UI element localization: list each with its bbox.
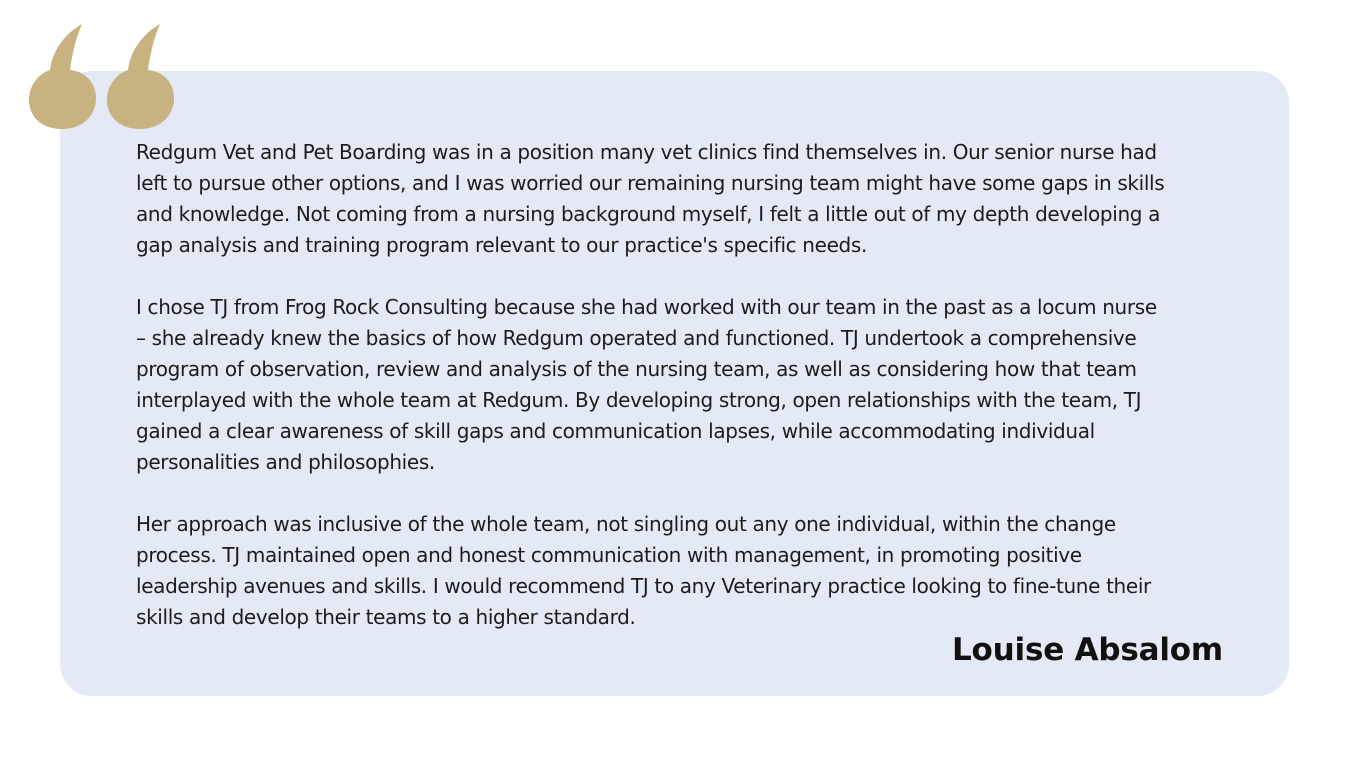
testimonial-paragraph-2: I chose TJ from Frog Rock Consulting because she had worked with our team in the past as a locum nurse – she already knew the basics of how Redgum operated and functioned. TJ undertook a comprehensive program of observation, review and analysis of the nursing team, as well as considering how that team interplayed with the whole team at Redgum. By developing strong, open relationships with the team, TJ gained a clear awareness of skill gaps and communication lapses, while accommodating individual personalities and philosophies. bbox=[136, 295, 1157, 474]
testimonial-author: Louise Absalom bbox=[952, 632, 1223, 668]
double-quote-icon bbox=[28, 22, 176, 130]
testimonial-paragraph-3: Her approach was inclusive of the whole team, not singling out any one individual, within the change process. TJ maintained open and honest communication with management, in promoting positive leadership avenues and skills. I would recommend TJ to any Veterinary practice looking to fine-tune their skills and develop their teams to a higher standard. bbox=[136, 512, 1151, 629]
testimonial-paragraph-1: Redgum Vet and Pet Boarding was in a position many vet clinics find themselves in. Our senior nurse had left to pursue other options, and I was worried our remaining nursing team might have some gaps in skills and knowledge. Not coming from a nursing background myself, I felt a little out of my depth developing a gap analysis and training program relevant to our practice's specific needs. bbox=[136, 140, 1165, 257]
testimonial-text bbox=[136, 137, 1228, 633]
